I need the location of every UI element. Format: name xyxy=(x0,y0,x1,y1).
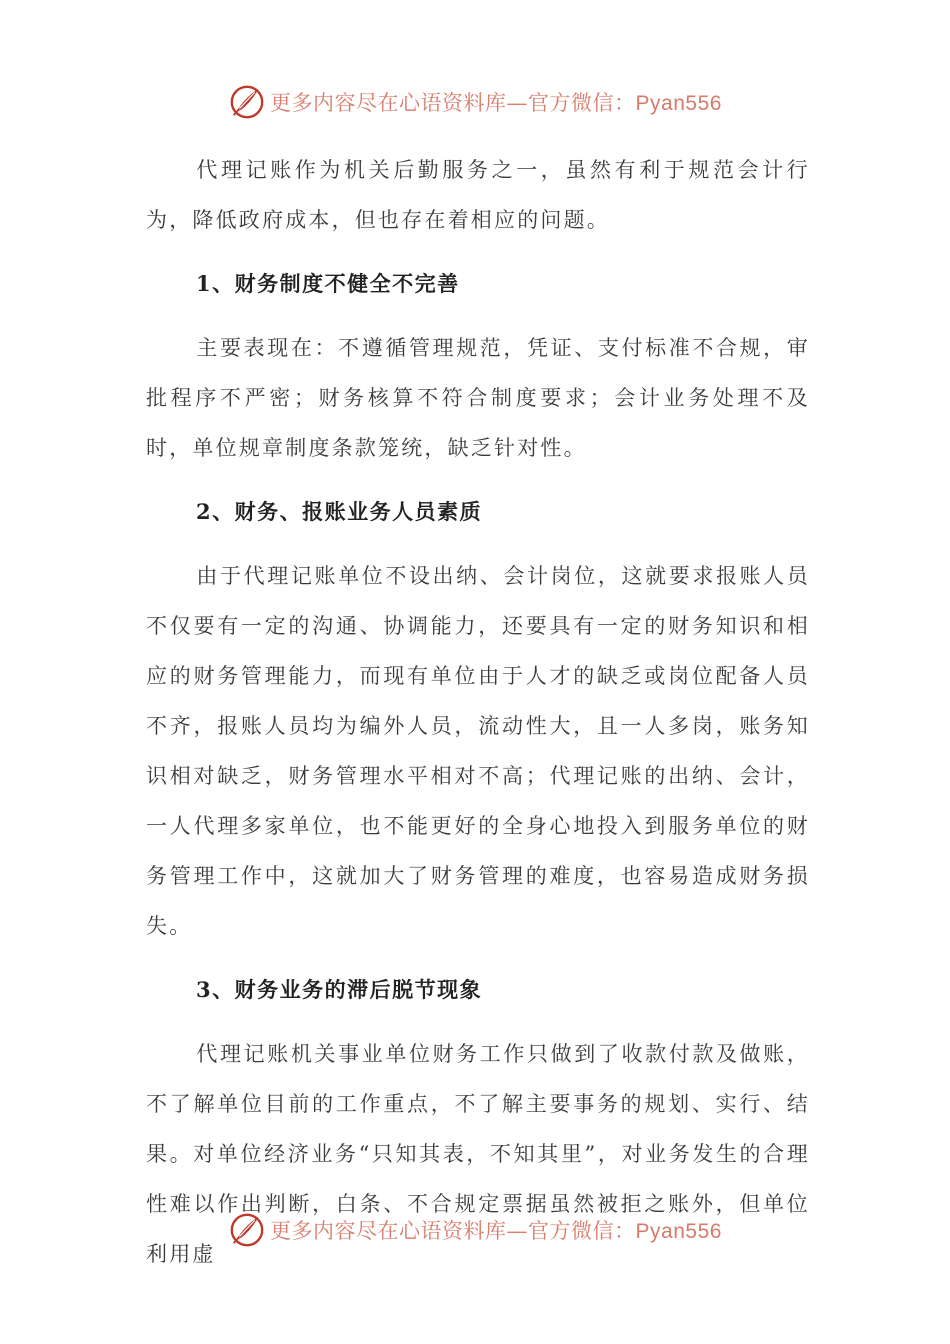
header-watermark xyxy=(0,80,950,124)
document-body xyxy=(146,145,810,1279)
watermark-text: 更多内容尽在心语资料库—官方微信：Pyan556 xyxy=(270,1219,722,1243)
intro-paragraph: 代理记账作为机关后勤服务之一，虽然有利于规范会计行为，降低政府成本，但也存在着相应的问题。 xyxy=(146,158,810,232)
quill-logo-icon xyxy=(228,83,266,121)
footer-watermark xyxy=(0,1208,950,1252)
section-3-paragraph: 代理记账机关事业单位财务工作只做到了收款付款及做账，不了解单位目前的工作重点，不了解主要事务的规划、实行、结果。对单位经济业务“只知其表，不知其里”，对业务发生的合理性难以作出判断，白条、不合规定票据虽然被拒之账外，但单位利用虚 xyxy=(146,1042,810,1266)
section-2-paragraph: 由于代理记账单位不设出纳、会计岗位，这就要求报账人员不仅要有一定的沟通、协调能力，还要具有一定的财务知识和相应的财务管理能力，而现有单位由于人才的缺乏或岗位配备人员不齐，报账人员均为编外人员，流动性大，且一人多岗，账务知识相对缺乏，财务管理水平相对不高；代理记账的出纳、会计，一人代理多家单位，也不能更好的全身心地投入到服务单位的财务管理工作中，这就加大了财务管理的难度，也容易造成财务损失。 xyxy=(146,564,810,938)
watermark-text: 更多内容尽在心语资料库—官方微信：Pyan556 xyxy=(270,91,722,115)
section-1-paragraph: 主要表现在：不遵循管理规范，凭证、支付标准不合规，审批程序不严密；财务核算不符合制度要求；会计业务处理不及时，单位规章制度条款笼统，缺乏针对性。 xyxy=(146,336,810,460)
section-1-heading: 1、财务制度不健全不完善 xyxy=(196,271,460,296)
section-2-heading: 2、财务、报账业务人员素质 xyxy=(196,499,483,524)
section-3-heading: 3、财务业务的滞后脱节现象 xyxy=(196,977,483,1002)
quill-logo-icon xyxy=(228,1211,266,1249)
